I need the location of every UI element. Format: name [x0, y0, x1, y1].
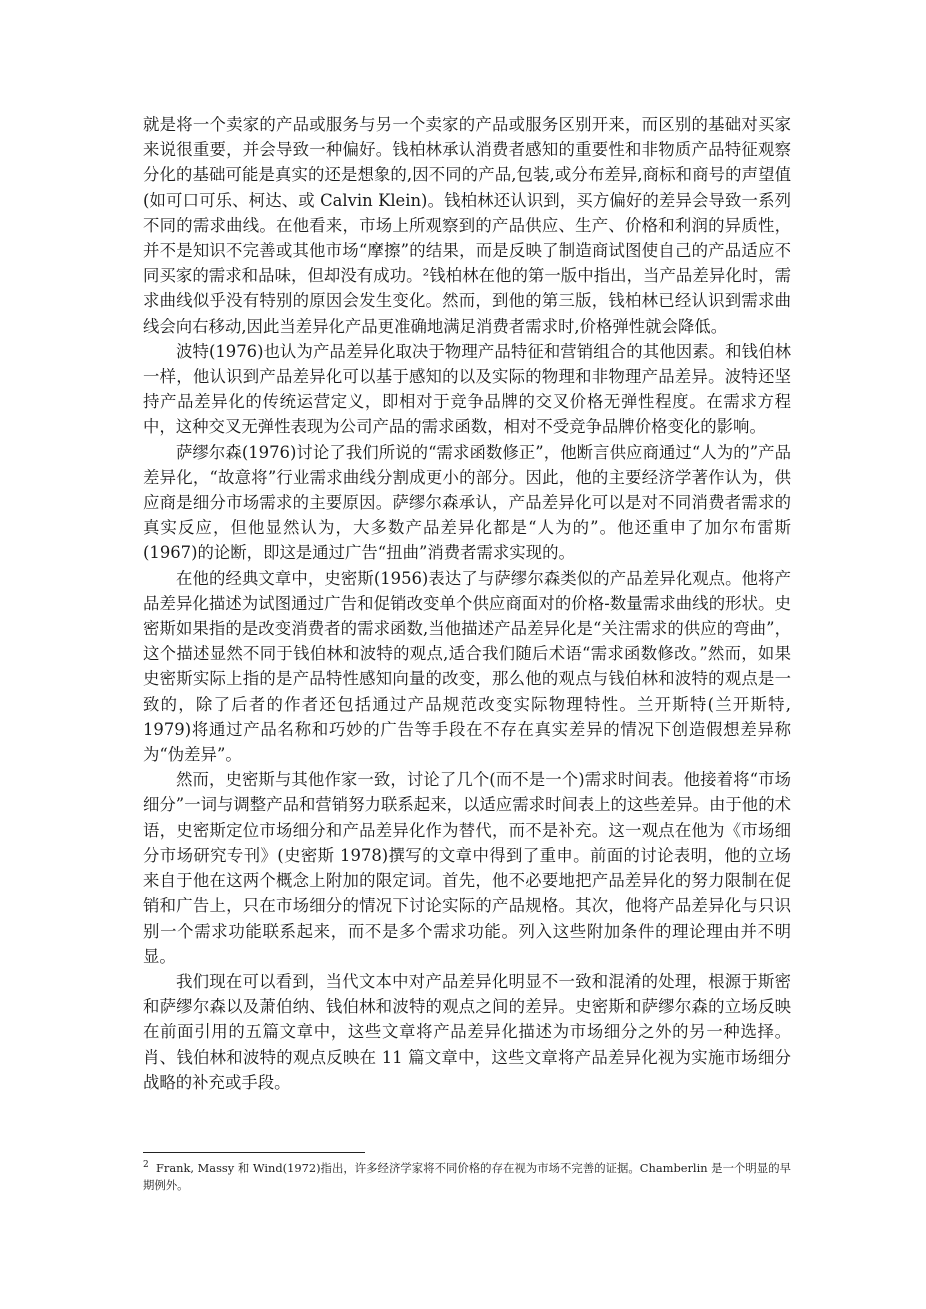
- footnote: [143, 1160, 791, 1194]
- body-text: [143, 112, 791, 1095]
- footnote-text: Frank, Massy 和 Wind(1972)指出，许多经济学家将不同价格的存在视为市场不完善的证据。Chamberlin 是一个明显的早期例外。: [143, 1161, 791, 1192]
- paragraph-3: 萨缪尔森(1976)讨论了我们所说的“需求函数修正”，他断言供应商通过“人为的”产品差异化，“故意将”行业需求曲线分割成更小的部分。因此，他的主要经济学著作认为，供应商是细分市场需求的主要原因。萨缪尔森承认，产品差异化可以是对不同消费者需求的真实反应，但他显然认为，大多数产品差异化都是“人为的”。他还重申了加尔布雷斯(1967)的论断，即这是通过广告“扭曲”消费者需求实现的。: [143, 442, 791, 563]
- footnote-separator: [143, 1152, 365, 1153]
- paragraph-6: 我们现在可以看到，当代文本中对产品差异化明显不一致和混淆的处理，根源于斯密和萨缪尔森以及萧伯纳、钱伯林和波特的观点之间的差异。史密斯和萨缪尔森的立场反映在前面引用的五篇文章中，这些文章将产品差异化描述为市场细分之外的另一种选择。肖、钱伯林和波特的观点反映在 11 篇文章中，这些文章将产品差异化视为实施市场细分战略的补充或手段。: [143, 971, 791, 1092]
- footnote-marker: 2: [143, 1160, 149, 1170]
- paragraph-1: 就是将一个卖家的产品或服务与另一个卖家的产品或服务区别开来，而区别的基础对买家来说很重要，并会导致一种偏好。钱柏林承认消费者感知的重要性和非物质产品特征观察分化的基础可能是真实的还是想象的,因不同的产品,包装,或分布差异,商标和商号的声望值(如可口可乐、柯达、或 Calvin Klein)。钱柏林还认识到，买方偏好的差异会导致一系列不同的需求曲线。在他看来，市场上所观察到的产品供应、生产、价格和利润的异质性，并不是知识不完善或其他市场“摩擦”的结果，而是反映了制造商试图使自己的产品适应不同买家的需求和品味，但却没有成功。²钱柏林在他的第一版中指出，当产品差异化时，需求曲线似乎没有特别的原因会发生变化。然而，到他的第三版，钱柏林已经认识到需求曲线会向右移动,因此当差异化产品更准确地满足消费者需求时,价格弹性就会降低。: [143, 115, 791, 336]
- paragraph-2: 波特(1976)也认为产品差异化取决于物理产品特征和营销组合的其他因素。和钱伯林一样，他认识到产品差异化可以基于感知的以及实际的物理和非物理产品差异。波特还坚持产品差异化的传统运营定义，即相对于竞争品牌的交叉价格无弹性程度。在需求方程中，这种交叉无弹性表现为公司产品的需求函数，相对不受竞争品牌价格变化的影响。: [143, 341, 791, 437]
- paragraph-4: 在他的经典文章中，史密斯(1956)表达了与萨缪尔森类似的产品差异化观点。他将产品差异化描述为试图通过广告和促销改变单个供应商面对的价格-数量需求曲线的形状。史密斯如果指的是改变消费者的需求函数,当他描述产品差异化是“关注需求的供应的弯曲”，这个描述显然不同于钱伯林和波特的观点,适合我们随后术语“需求函数修改。”然而，如果史密斯实际上指的是产品特性感知向量的改变，那么他的观点与钱伯林和波特的观点是一致的，除了后者的作者还包括通过产品规范改变实际物理特性。兰开斯特(兰开斯特, 1979)将通过产品名称和巧妙的广告等手段在不存在真实差异的情况下创造假想差异称为“伪差异”。: [143, 568, 791, 765]
- paragraph-5: 然而，史密斯与其他作家一致，讨论了几个(而不是一个)需求时间表。他接着将“市场细分”一词与调整产品和营销努力联系起来，以适应需求时间表上的这些差异。由于他的术语，史密斯定位市场细分和产品差异化作为替代，而不是补充。这一观点在他为《市场细分市场研究专刊》(史密斯 1978)撰写的文章中得到了重申。前面的讨论表明，他的立场来自于他在这两个概念上附加的限定词。首先，他不必要地把产品差异化的努力限制在促销和广告上，只在市场细分的情况下讨论实际的产品规格。其次，他将产品差异化与只识别一个需求功能联系起来，而不是多个需求功能。列入这些附加条件的理论理由并不明显。: [143, 770, 791, 966]
